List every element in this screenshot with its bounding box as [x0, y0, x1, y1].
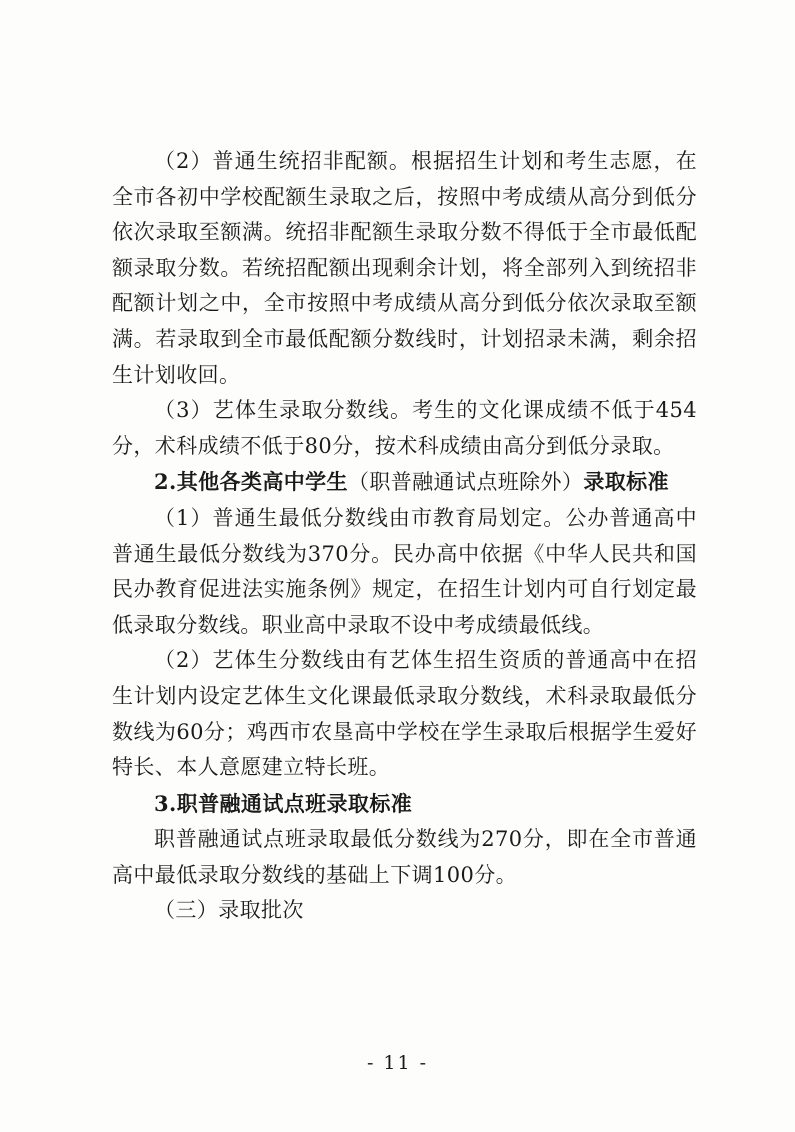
- heading-other-high-schools: [112, 464, 697, 501]
- heading-vocational-pilot-text: 3.职普融通试点班录取标准: [154, 790, 413, 816]
- paragraph-admission-batches: （三）录取批次: [154, 898, 304, 923]
- heading-other-high-schools-tail: 录取标准: [583, 469, 669, 495]
- paragraph-arts-sports-score: （2）艺体生分数线由有艺体生招生资质的普通高中在招生计划内设定艺体生文化课最低录取分数线，术科录取最低分数线为60分；鸡西市农垦高中学校在学生录取后根据学生爱好特长、本人意愿建立特长班。: [112, 648, 697, 780]
- heading-other-high-schools-lead: 2.其他各类高中学生: [154, 469, 348, 495]
- heading-vocational-pilot: [112, 786, 697, 823]
- page-body: [112, 144, 697, 929]
- paragraph-non-quota-admission: （2）普通生统招非配额。根据招生计划和考生志愿，在全市各初中学校配额生录取之后，按照中考成绩从高分到低分依次录取至额满。统招非配额生录取分数不得低于全市最低配额录取分数。若统招配额出现剩余计划，将全部列入到统招非配额计划之中，全市按照中考成绩从高分到低分依次录取至额满。若录取到全市最低配额分数线时，计划招录未满，剩余招生计划收回。: [112, 149, 697, 387]
- page-number: - 11 -: [366, 1052, 429, 1074]
- paragraph-vocational-pilot-score: 职普融通试点班录取最低分数线为270分，即在全市普通高中最低录取分数线的基础上下调100分。: [112, 827, 697, 887]
- heading-other-high-schools-note: （职普融通试点班除外）: [347, 470, 584, 495]
- paragraph-general-min-score: （1）普通生最低分数线由市教育局划定。公办普通高中普通生最低分数线为370分。民办高中依据《中华人民共和国民办教育促进法实施条例》规定，在招生计划内可自行划定最低录取分数线。职业高中录取不设中考成绩最低线。: [112, 505, 697, 637]
- paragraph-arts-sports-cutoff: （3）艺体生录取分数线。考生的文化课成绩不低于454分，术科成绩不低于80分，按术科成绩由高分到低分录取。: [112, 398, 697, 458]
